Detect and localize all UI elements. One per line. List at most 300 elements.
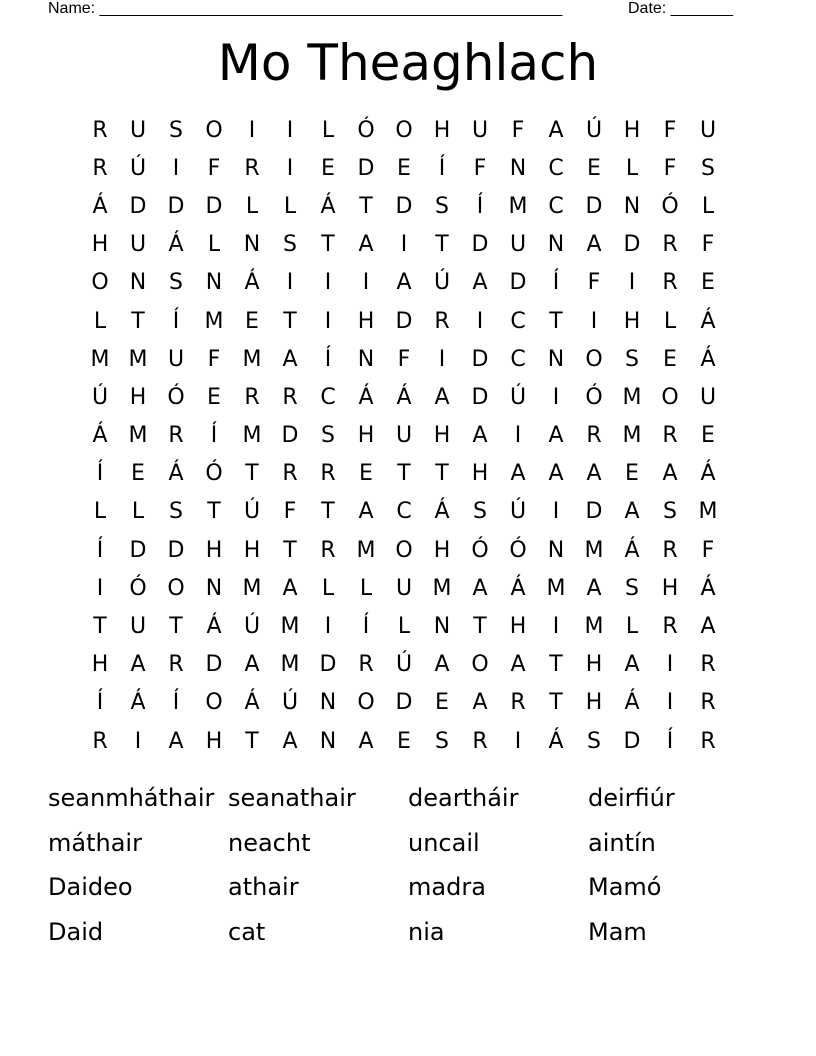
grid-cell: R [662,232,678,258]
grid-cell: R [662,614,678,640]
grid-cell: O [357,690,375,716]
grid-cell: T [169,614,183,640]
grid-cell: A [586,575,602,601]
grid-cell: Á [92,423,108,449]
grid-cell: T [549,652,563,678]
grid-cell: M [584,614,604,640]
grid-cell: L [321,117,335,143]
grid-cell: Ó [129,575,147,601]
grid-cell: E [587,155,601,181]
grid-cell: D [319,652,337,678]
grid-cell: Ú [281,690,299,716]
grid-cell: R [320,461,336,487]
grid-cell: O [205,117,223,143]
grid-cell: I [666,690,674,716]
grid-cell: Á [358,384,374,410]
grid-cell: L [397,614,411,640]
grid-cell: M [356,537,376,563]
grid-cell: M [584,537,604,563]
date-label: Date: _______ [628,0,733,17]
grid-cell: U [129,614,147,640]
word-list-item: Daid [48,917,104,946]
grid-cell: Í [476,193,484,219]
grid-cell: A [434,652,450,678]
grid-cell: S [169,117,183,143]
grid-cell: I [514,423,522,449]
grid-cell: T [321,499,335,525]
grid-cell: L [245,193,259,219]
grid-cell: E [321,155,335,181]
grid-cell: Á [434,499,450,525]
word-list-item: uncail [408,828,480,857]
grid-cell: H [357,423,375,449]
grid-cell: E [131,461,145,487]
grid-cell: H [433,117,451,143]
grid-cell: A [282,728,298,754]
grid-cell: Ó [471,537,489,563]
word-list-item: nia [408,917,445,946]
grid-cell: N [547,537,565,563]
grid-cell: Á [244,270,260,296]
grid-cell: Á [700,461,716,487]
grid-cell: C [396,499,412,525]
grid-cell: D [167,193,185,219]
word-list-item: seanmháthair [48,784,215,812]
grid-cell: A [396,270,412,296]
grid-cell: S [283,232,297,258]
grid-cell: I [324,308,332,334]
grid-cell: D [395,308,413,334]
grid-cell: C [548,155,564,181]
grid-cell: I [438,346,446,372]
grid-cell: U [509,232,527,258]
grid-cell: D [129,193,147,219]
grid-cell: I [628,270,636,296]
grid-cell: Á [624,690,640,716]
grid-cell: Ó [509,537,527,563]
grid-cell: S [701,155,715,181]
grid-cell: R [244,155,260,181]
grid-cell: E [625,461,639,487]
word-list-item: Daideo [48,873,133,901]
grid-cell: I [552,499,560,525]
grid-cell: A [358,232,374,258]
grid-cell: Ó [585,384,603,410]
grid-cell: F [511,117,525,143]
grid-cell: T [473,614,487,640]
grid-cell: D [623,728,641,754]
grid-cell: R [92,117,108,143]
grid-cell: H [205,537,223,563]
grid-cell: D [623,232,641,258]
grid-cell: L [701,193,715,219]
grid-cell: H [91,232,109,258]
grid-cell: A [624,652,640,678]
grid-cell: A [472,575,488,601]
grid-cell: O [91,270,109,296]
grid-cell: F [473,155,487,181]
grid-cell: U [471,117,489,143]
grid-cell: Í [96,537,104,563]
grid-cell: U [167,346,185,372]
grid-cell: T [245,461,259,487]
word-list-item: seanathair [228,784,356,812]
grid-cell: H [433,537,451,563]
grid-cell: Í [666,728,674,754]
grid-cell: R [282,461,298,487]
grid-cell: D [357,155,375,181]
grid-cell: A [282,346,298,372]
grid-cell: I [476,308,484,334]
grid-cell: Ú [243,499,261,525]
grid-cell: I [400,232,408,258]
grid-cell: Á [168,461,184,487]
grid-cell: N [623,193,641,219]
grid-cell: F [663,155,677,181]
grid-cell: I [552,614,560,640]
grid-cell: S [321,423,335,449]
grid-cell: S [587,728,601,754]
grid-cell: Í [438,155,446,181]
grid-cell: E [701,423,715,449]
word-list-item: deartháir [408,784,519,812]
grid-cell: A [548,423,564,449]
grid-cell: Ú [433,270,451,296]
grid-cell: I [248,117,256,143]
grid-cell: R [662,537,678,563]
grid-cell: Í [96,461,104,487]
grid-cell: R [662,423,678,449]
grid-cell: Í [172,308,180,334]
grid-cell: Ú [509,384,527,410]
grid-cell: N [357,346,375,372]
grid-cell: H [243,537,261,563]
header-line [48,0,748,20]
grid-cell: Ú [395,652,413,678]
grid-cell: M [204,308,224,334]
grid-cell: A [586,461,602,487]
grid-cell: C [510,308,526,334]
grid-cell: I [96,575,104,601]
grid-cell: L [321,575,335,601]
grid-cell: A [624,499,640,525]
grid-cell: D [281,423,299,449]
grid-cell: I [286,270,294,296]
grid-cell: O [395,117,413,143]
grid-cell: Á [700,346,716,372]
grid-cell: Ó [205,461,223,487]
grid-cell: E [663,346,677,372]
grid-cell: R [662,270,678,296]
grid-cell: S [663,499,677,525]
grid-cell: M [90,346,110,372]
grid-cell: N [319,690,337,716]
grid-cell: R [586,423,602,449]
grid-cell: A [282,575,298,601]
grid-cell: A [434,384,450,410]
grid-cell: T [549,690,563,716]
grid-cell: H [623,117,641,143]
grid-cell: R [700,728,716,754]
grid-cell: H [471,461,489,487]
grid-cell: A [700,614,716,640]
grid-cell: L [625,155,639,181]
grid-cell: M [242,575,262,601]
grid-cell: Á [168,232,184,258]
grid-cell: C [320,384,336,410]
grid-cell: A [168,728,184,754]
grid-cell: N [205,575,223,601]
grid-cell: R [434,308,450,334]
word-list-item: cat [228,917,266,946]
grid-cell: L [131,499,145,525]
grid-cell: I [590,308,598,334]
name-label: Name: ____________________________________________________ [48,0,563,17]
grid-cell: N [509,155,527,181]
grid-cell: D [585,499,603,525]
word-list-item: neacht [228,828,311,857]
word-list [48,776,768,954]
letter-grid [81,111,727,760]
grid-cell: O [471,652,489,678]
grid-cell: T [245,728,259,754]
grid-cell: M [242,423,262,449]
grid-cell: Í [552,270,560,296]
grid-cell: L [93,308,107,334]
grid-cell: T [549,308,563,334]
grid-cell: U [129,117,147,143]
grid-cell: S [435,193,449,219]
grid-cell: A [510,461,526,487]
grid-cell: F [663,117,677,143]
grid-cell: T [359,193,373,219]
grid-cell: R [510,690,526,716]
grid-cell: T [435,232,449,258]
grid-cell: H [357,308,375,334]
grid-cell: A [130,652,146,678]
grid-cell: U [395,423,413,449]
grid-cell: N [547,232,565,258]
grid-cell: S [473,499,487,525]
grid-cell: H [509,614,527,640]
grid-cell: R [92,155,108,181]
word-list-item: Mamó [588,873,662,901]
grid-cell: D [471,384,489,410]
grid-cell: U [395,575,413,601]
grid-cell: M [698,499,718,525]
grid-cell: Á [624,537,640,563]
grid-cell: T [283,537,297,563]
grid-cell: T [131,308,145,334]
word-list-item: madra [408,873,486,901]
grid-cell: S [625,575,639,601]
grid-cell: I [552,384,560,410]
word-list-item: máthair [48,828,142,857]
grid-cell: M [280,614,300,640]
grid-cell: M [128,423,148,449]
grid-cell: Á [548,728,564,754]
grid-cell: Ó [357,117,375,143]
grid-cell: O [661,384,679,410]
word-list-item: athair [228,873,299,901]
grid-cell: Á [206,614,222,640]
grid-cell: M [432,575,452,601]
grid-cell: Ú [243,614,261,640]
grid-cell: E [245,308,259,334]
grid-cell: A [358,499,374,525]
grid-cell: E [397,728,411,754]
grid-cell: Á [92,193,108,219]
grid-cell: D [129,537,147,563]
grid-cell: D [585,193,603,219]
grid-cell: Á [320,193,336,219]
grid-cell: R [320,537,336,563]
grid-cell: Í [362,614,370,640]
grid-cell: S [435,728,449,754]
grid-cell: I [134,728,142,754]
grid-cell: D [395,690,413,716]
grid-cell: H [623,308,641,334]
grid-cell: N [129,270,147,296]
grid-cell: F [207,155,221,181]
grid-cell: F [587,270,601,296]
grid-cell: N [547,346,565,372]
grid-cell: S [169,499,183,525]
grid-cell: A [472,423,488,449]
grid-cell: F [701,537,715,563]
grid-cell: E [397,155,411,181]
grid-cell: R [244,384,260,410]
grid-cell: I [172,155,180,181]
grid-cell: D [205,652,223,678]
grid-cell: M [280,652,300,678]
grid-cell: S [625,346,639,372]
grid-cell: I [324,614,332,640]
grid-cell: U [699,117,717,143]
grid-cell: L [93,499,107,525]
grid-cell: D [471,232,489,258]
grid-cell: M [622,423,642,449]
grid-cell: R [92,728,108,754]
grid-cell: Ú [509,499,527,525]
grid-cell: R [282,384,298,410]
grid-cell: I [362,270,370,296]
grid-cell: Í [324,346,332,372]
grid-cell: H [585,652,603,678]
grid-cell: T [93,614,107,640]
grid-cell: U [699,384,717,410]
grid-cell: T [207,499,221,525]
grid-cell: U [129,232,147,258]
grid-cell: H [91,652,109,678]
grid-cell: L [625,614,639,640]
grid-cell: F [701,232,715,258]
grid-cell: Ó [661,193,679,219]
grid-cell: H [661,575,679,601]
grid-cell: C [548,193,564,219]
grid-cell: S [169,270,183,296]
grid-cell: E [435,690,449,716]
grid-cell: A [548,117,564,143]
grid-cell: O [205,690,223,716]
grid-cell: D [205,193,223,219]
grid-cell: T [397,461,411,487]
grid-cell: Á [700,308,716,334]
grid-cell: Á [130,690,146,716]
grid-cell: D [471,346,489,372]
grid-cell: A [548,461,564,487]
grid-cell: F [283,499,297,525]
grid-cell: M [128,346,148,372]
grid-cell: R [358,652,374,678]
grid-cell: A [472,270,488,296]
grid-cell: H [205,728,223,754]
grid-cell: A [358,728,374,754]
grid-cell: H [129,384,147,410]
grid-cell: Ú [91,384,109,410]
grid-cell: L [207,232,221,258]
grid-cell: F [207,346,221,372]
grid-cell: M [508,193,528,219]
grid-cell: A [510,652,526,678]
grid-cell: E [207,384,221,410]
grid-cell: Á [510,575,526,601]
grid-cell: O [167,575,185,601]
grid-cell: Ó [167,384,185,410]
grid-cell: I [324,270,332,296]
grid-cell: M [546,575,566,601]
grid-cell: Í [210,423,218,449]
grid-cell: D [167,537,185,563]
grid-cell: T [283,308,297,334]
grid-cell: L [663,308,677,334]
grid-cell: C [510,346,526,372]
grid-cell: L [359,575,373,601]
grid-cell: O [585,346,603,372]
grid-cell: N [433,614,451,640]
grid-cell: E [701,270,715,296]
grid-cell: A [244,652,260,678]
grid-cell: H [433,423,451,449]
grid-cell: O [395,537,413,563]
grid-cell: R [472,728,488,754]
grid-cell: N [243,232,261,258]
grid-cell: A [586,232,602,258]
grid-cell: I [286,117,294,143]
grid-cell: E [359,461,373,487]
grid-cell: I [514,728,522,754]
grid-cell: Ú [585,117,603,143]
word-list-item: aintín [588,828,656,857]
grid-cell: T [435,461,449,487]
grid-cell: I [286,155,294,181]
grid-cell: Í [172,690,180,716]
grid-cell: T [321,232,335,258]
grid-cell: Á [396,384,412,410]
grid-cell: R [700,690,716,716]
grid-cell: Á [700,575,716,601]
word-list-item: deirfiúr [588,784,675,812]
grid-cell: M [242,346,262,372]
grid-cell: D [509,270,527,296]
grid-cell: A [662,461,678,487]
grid-cell: L [283,193,297,219]
grid-cell: N [319,728,337,754]
grid-cell: R [168,423,184,449]
word-list-item: Mam [588,917,647,946]
grid-cell: D [395,193,413,219]
grid-cell: F [397,346,411,372]
